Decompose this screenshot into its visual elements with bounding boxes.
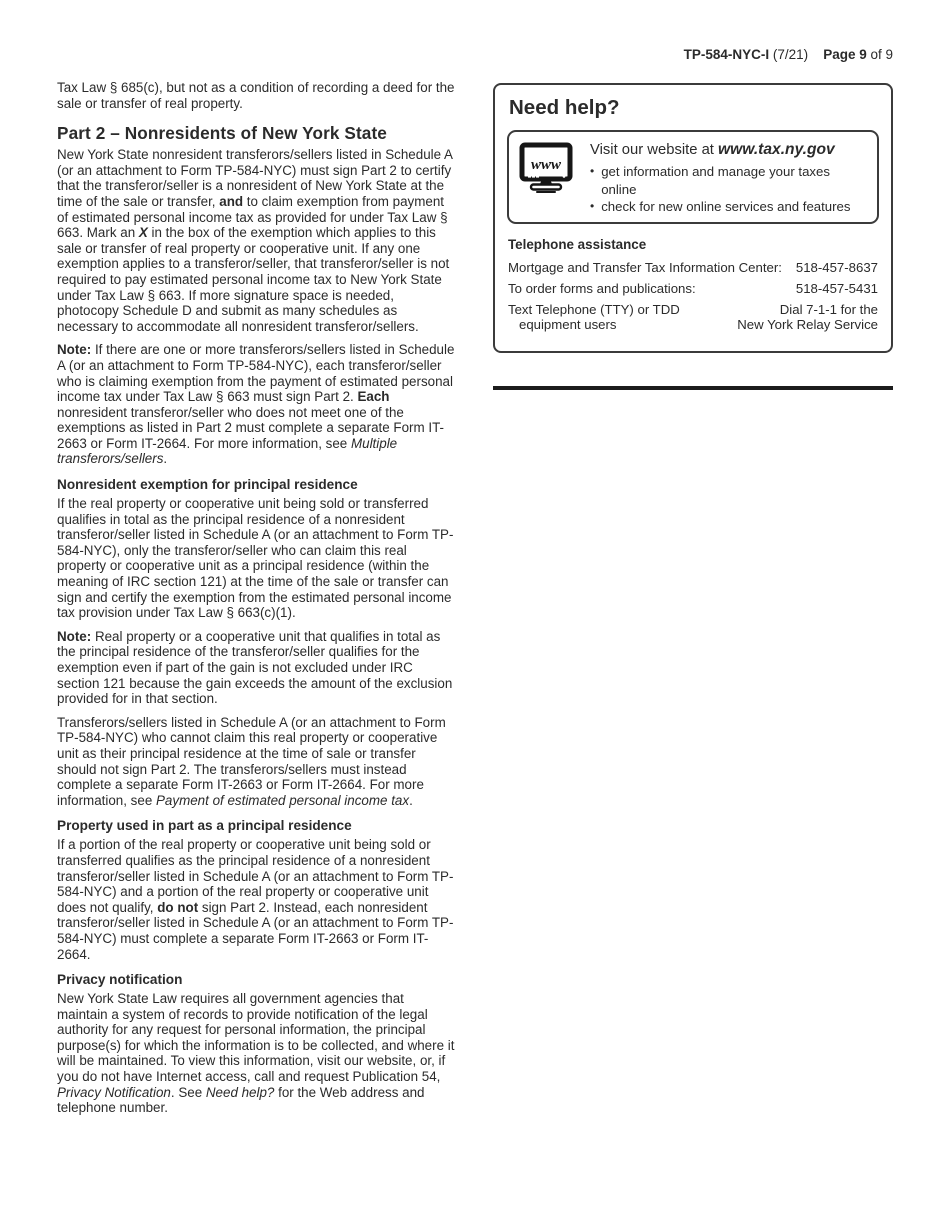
visit-website-intro: Visit our website at — [590, 142, 719, 158]
website-bullet-2 — [590, 198, 867, 216]
bullet-icon: • — [590, 199, 595, 213]
property-part-heading: Property used in part as a principal residence — [57, 818, 352, 834]
website-url: www.tax.ny.gov — [718, 141, 835, 158]
section-divider — [493, 386, 893, 390]
form-id-revision: TP-584-NYC-I (7/21) — [683, 47, 809, 62]
telephone-label: Mortgage and Transfer Tax Information Center: — [508, 259, 782, 275]
telephone-label: To order forms and publications: — [508, 280, 696, 296]
telephone-label — [508, 303, 680, 333]
telephone-number: 518-457-5431 — [795, 280, 878, 296]
part2-heading: Part 2 – Nonresidents of New York State — [57, 123, 387, 144]
website-bullet-2-text: check for new online services and features — [601, 199, 851, 214]
intro-paragraph: Tax Law § 685(c), but not as a condition of recording a deed for the sale or transfer of real property. — [57, 80, 455, 111]
website-bullet-1-text: get information and manage your taxes online — [601, 164, 830, 197]
part2-paragraph: New York State nonresident transferors/sellers listed in Schedule A (or an attachment to Form TP-584-NYC) must sign Part 2 to certify that the transferor/seller is a nonresident of New York State at the time of the sale or transfer, and to claim exemption from payment of estimated personal income tax as provided for under Tax Law § 663. Mark an X in the box of the exemption which applies to this sale or transfer of real property or cooperative unit. If any one exemption applies to a transferor/seller, that transferor/seller is not required to pay estimated personal income tax to New York State under Tax Law § 663. If more signature space is needed, photocopy Schedule D and submit as many schedules as necessary to accommodate all nonresident transferor/sellers. — [57, 147, 453, 334]
svg-text:www: www — [530, 157, 562, 173]
telephone-row-mortgage — [508, 261, 878, 276]
page-header — [684, 47, 893, 62]
two-column-layout — [57, 80, 893, 1124]
cannot-claim-paragraph: Transferors/sellers listed in Schedule A (or an attachment to Form TP-584-NYC) who cannot claim this real property or cooperative unit as their principal residence at the time of sale or transfer should not sign Part 2. The transferors/sellers must instead complete a separate Form IT-2663 or Form IT-2664. For more information, see Payment of estimated personal income tax. — [57, 714, 446, 808]
telephone-assistance-heading: Telephone assistance — [508, 236, 647, 252]
website-bullet-1 — [590, 163, 867, 198]
www-computer-icon — [519, 142, 577, 199]
right-column — [493, 80, 893, 1124]
note-irc121-paragraph: Note: Real property or a cooperative unit that qualifies in total as the principal residence of the transferor/seller qualifies for the exemption even if part of the gain is not excluded under IRC section 121 because the gain exceeds the amount of the exclusion provided for in that section. — [57, 628, 453, 707]
telephone-value-line1: Dial 7-1-1 for the — [779, 302, 878, 318]
telephone-row-forms — [508, 282, 878, 297]
bullet-icon: • — [590, 164, 595, 178]
note-multiple-paragraph: Note: If there are one or more transferors/sellers listed in Schedule A (or an attachment to Form TP-584-NYC), each transferor/seller who is claiming exemption from the payment of estimated personal income tax under Tax Law § 663 must sign Part 2. Each nonresident transferor/seller who does not meet one of the exemptions as listed in Part 2 must complete a separate Form IT-2663 or Form IT-2664. For more information, see Multiple transferors/sellers. — [57, 342, 455, 467]
website-box — [507, 130, 879, 224]
visit-website-line — [590, 141, 867, 159]
website-text — [590, 140, 867, 216]
telephone-number: 518-457-8637 — [795, 259, 878, 275]
privacy-paragraph: New York State Law requires all government agencies that maintain a system of records to provide notification of the legal authority for any request for personal information, the principal purpose(s) for which the information is to be collected, and where it will be maintained. To view this information, visit our website, or, if you do not have Internet access, call and request Publication 54, Privacy Notification. See Need help? for the Web address and telephone number. — [57, 991, 455, 1116]
privacy-heading: Privacy notification — [57, 972, 183, 988]
telephone-label-line1: Text Telephone (TTY) or TDD — [508, 302, 680, 318]
telephone-row-tty — [508, 303, 878, 333]
property-part-paragraph: If a portion of the real property or cooperative unit being sold or transferred qualifies as the principal residence of a nonresident transferor/seller listed in Schedule A (or an attachment to Form TP-584-NYC) and a portion of the real property or cooperative unit does not qualify, do not sign Part 2. Instead, each nonresident transferor/seller listed in Schedule A (or an attachment to Form TP-584-NYC) must complete a separate Form IT-2663 or Form IT-2664. — [57, 837, 454, 962]
telephone-value-line2: New York Relay Service — [737, 316, 878, 332]
left-column — [57, 80, 456, 1124]
page-number: Page 9 of 9 — [823, 47, 893, 62]
telephone-number — [737, 303, 878, 333]
nonresident-exemption-heading: Nonresident exemption for principal residence — [57, 477, 358, 493]
nonresident-exemption-paragraph: If the real property or cooperative unit being sold or transferred qualifies in total as the principal residence of a nonresident transferor/seller listed in Schedule A (or an attachment to Form TP-584-NYC), only the transferor/seller who can claim this real property or cooperative unit as a principal residence (within the meaning of IRC section 121) at the time of the sale or transfer can sign and certify the exemption from the estimated personal income tax provision under Tax Law § 663(c)(1). — [57, 496, 454, 621]
telephone-label-line2: equipment users — [519, 316, 617, 332]
need-help-box — [493, 83, 893, 353]
need-help-title: Need help? — [509, 96, 620, 119]
